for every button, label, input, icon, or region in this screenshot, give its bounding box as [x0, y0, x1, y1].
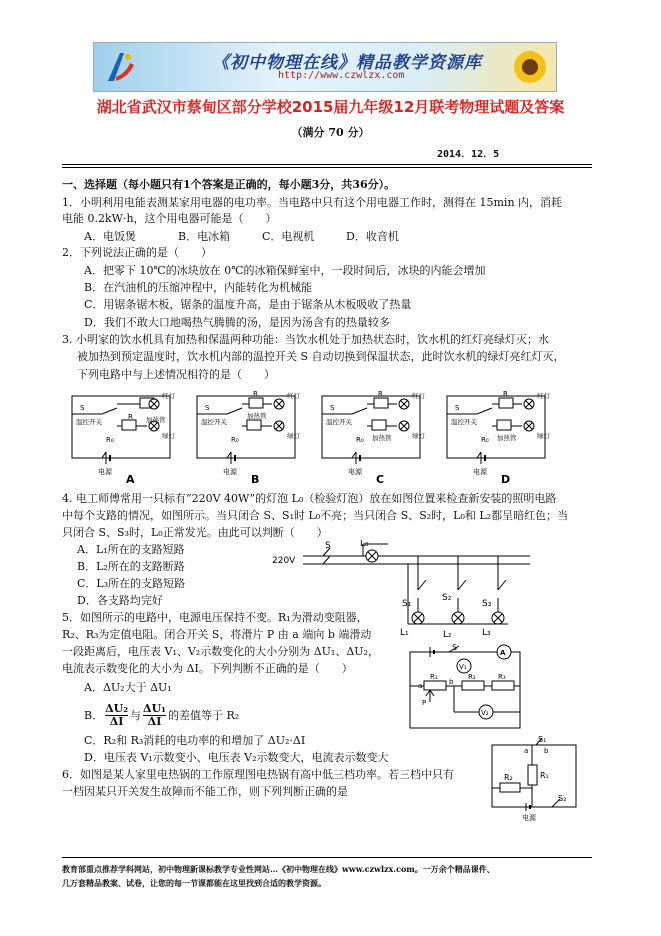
banner-url: http://www.czwlzx.com	[278, 70, 405, 81]
q5-stem-line4: 电流表示数变化的大小为 ΔI。下列判断不正确的是（ ）	[62, 662, 353, 675]
q3-stem-line3: 下列电路中与上述情况相符的是（ ）	[77, 368, 275, 381]
header-rule-bottom	[62, 167, 592, 168]
q6-s2-label: S₂	[558, 794, 567, 803]
q4-l1-label: L₁	[400, 628, 409, 638]
q6-b-label: b	[544, 747, 549, 755]
q1-stem-line2: 电能 0.2kW·h，这个用电器可能是（ ）	[62, 212, 277, 225]
q5-ammeter-label: A	[500, 649, 506, 657]
q6-r1-label: R₁	[540, 771, 549, 780]
q3c-r0-label: R₀	[356, 436, 364, 444]
section-heading: 一、选择题（每小题只有1个答案是正确的，每小题3分，共36分）。	[62, 178, 396, 191]
page-title: 湖北省武汉市蔡甸区部分学校2015届九年级12月联考物理试题及答案	[96, 98, 565, 116]
q3c-switch-label: 温控开关	[326, 418, 352, 426]
q3-circuit-c	[322, 396, 420, 464]
exam-date: 2014．12．5	[437, 149, 500, 160]
q3b-r0-label: R₀	[231, 436, 239, 444]
q5-fraction-1-den: ΔI	[105, 715, 128, 728]
q5-option-a: A．ΔU₂大于 ΔU₁	[84, 681, 172, 694]
q4-l0-label: L₀	[360, 540, 369, 549]
q5-fraction-1	[105, 703, 128, 728]
q1-option-b: B．电冰箱	[178, 230, 231, 243]
q3b-s-label: S	[205, 404, 210, 412]
q5-option-b	[84, 703, 239, 728]
footer-line-2: 几万套精品教案、试卷，让您的每一节课都能在这里找到合适的教学资源。	[62, 878, 326, 888]
q6-a-label: a	[524, 747, 529, 755]
q3a-red-label: 红灯	[162, 392, 175, 400]
q1-option-a: A．电饭煲	[84, 230, 136, 243]
q3-letter-b: B	[251, 473, 260, 486]
q3-letter-a: A	[126, 473, 135, 486]
q3-letter-c: C	[376, 473, 385, 486]
q4-circuit-diagram	[268, 540, 533, 640]
q4-l3-label: L₃	[482, 628, 491, 638]
q6-circuit-diagram	[486, 733, 582, 821]
q3c-r-label: R	[378, 390, 383, 398]
q3c-green-label: 绿灯	[412, 432, 425, 440]
q3d-green-label: 绿灯	[537, 432, 550, 440]
q3-stem-line1: 3. 小明家的饮水机具有加热和保温两种功能：当饮水机处于加热状态时，饮水机的红灯亮绿灯灭；水	[62, 333, 549, 346]
q3d-red-label: 红灯	[537, 392, 550, 400]
q5-option-b-mid: 与	[130, 708, 142, 722]
footer-line-1: 教育部重点推荐学科网站，初中物理新课标教学专业性网站…《初中物理在线》www.czwlzx.com。一万余个精品课件、	[62, 864, 495, 874]
q5-v1-label: V₁	[459, 663, 467, 671]
q3a-switch-label: 温控开关	[76, 418, 102, 426]
q3c-heater-label: 加热管	[372, 434, 392, 442]
q2-stem: 2．下列说法正确的是（ ）	[62, 246, 212, 259]
q4-s3-label: S₃	[482, 599, 492, 609]
q3a-power-label: 电源	[98, 468, 112, 476]
q5-circuit-diagram	[404, 642, 526, 732]
q3-circuit-diagrams	[62, 386, 607, 486]
q2-option-a: A．把零下 10℃的冰块放在 0℃的冰箱保鲜室中，一段时间后，冰块的内能会增加	[84, 264, 486, 277]
q3c-power-label: 电源	[348, 468, 362, 476]
q6-stem-line1: 6．如图是某人家里电热锅的工作原理图电热锅有高中低三档功率。若三档中只有	[62, 768, 454, 781]
q4-option-a: A．L₁所在的支路短路	[77, 543, 185, 556]
q2-option-b: B．在汽油机的压缩冲程中，内能转化为机械能	[84, 281, 313, 294]
q5-stem-line1: 5．如图所示的电路中，电源电压保持不变。R₁为滑动变阻器，	[62, 611, 368, 624]
q3a-s-label: S	[80, 404, 85, 412]
q3d-r-label: R	[503, 390, 508, 398]
q1-stem-line1: 1．小明利用电能表测某家用电器的电功率。当电路中只有这个用电器工作时，测得在 15min 内，消耗	[62, 196, 563, 209]
q3-letter-d: D	[501, 473, 511, 486]
q3b-switch-label: 温控开关	[201, 418, 227, 426]
q4-branch-3	[492, 556, 506, 624]
q5-fraction-2-num: ΔU₁	[143, 702, 166, 715]
q3b-red-label: 红灯	[287, 392, 300, 400]
banner-title: 《初中物理在线》精品教学资源库	[212, 53, 482, 73]
q4-stem-line3: 只闭合 S、S₃时，L₀正常发光。由此可以判断（ ）	[62, 526, 328, 539]
q3d-s-label: S	[455, 404, 460, 412]
q3b-heater-label: 加热管	[247, 412, 267, 420]
q5-option-b-prefix: B．	[84, 708, 104, 722]
q4-branch-2	[452, 556, 466, 624]
q5-stem-line2: R₂、R₃为定值电阻。闭合开关 S，将滑片 P 由 a 端向 b 端滑动	[62, 628, 372, 641]
q3-circuit-a	[72, 396, 170, 464]
q4-s-label: S	[325, 541, 331, 551]
full-score: （满分 70 分）	[291, 126, 370, 139]
q4-option-d: D．各支路均完好	[77, 594, 163, 607]
q5-option-b-suffix: 的差值等于 R₂	[168, 708, 240, 722]
q5-v2-label: V₂	[481, 709, 489, 717]
q4-option-b: B．L₂所在的支路断路	[77, 560, 185, 573]
q2-option-d: D．我们不敢大口地喝热气腾腾的汤，是因为汤含有的热量较多	[84, 316, 390, 329]
q4-s1-label: S₁	[402, 599, 412, 609]
q6-s1-label: S₁	[538, 735, 547, 744]
q6-stem-line2: 一档因某只开关发生故障而不能工作，则下列判断正确的是	[62, 785, 348, 798]
q3d-power-label: 电源	[473, 468, 487, 476]
q5-fraction-2-den: ΔI	[143, 715, 166, 728]
q5-stem-line3: 一段距离后，电压表 V₁、V₂示数变化的大小分别为 ΔU₁、ΔU₂，	[62, 645, 379, 658]
q3d-r0-label: R₀	[481, 436, 489, 444]
q5-fraction-2	[143, 703, 166, 728]
q5-option-d: D．电压表 V₁示数变小、电压表 V₂示数变大，电流表示数变大	[84, 751, 389, 764]
q3-stem-line2: 被加热到预定温度时，饮水机内部的温控开关 S 自动切换到保温状态，此时饮水机的绿灯亮红灯灭，	[77, 350, 565, 363]
q4-branch-1	[412, 556, 426, 624]
q3a-heater-label: 加热管	[146, 416, 166, 424]
q5-slider-label: P	[422, 699, 427, 707]
q5-end-b-label: b	[449, 678, 454, 686]
site-logo-icon	[100, 47, 140, 87]
q3c-s-label: S	[330, 404, 335, 412]
q4-stem-line1: 4. 电工师傅常用一只标有“220V 40W”的灯泡 L₀（检验灯泡）放在如图位置来检查新安装的照明电路	[62, 492, 557, 505]
q3b-r-label: R	[253, 390, 258, 398]
q3b-power-label: 电源	[223, 468, 237, 476]
q3a-green-label: 绿灯	[162, 432, 175, 440]
q3-circuit-b	[197, 396, 295, 464]
q3a-r0-label: R₀	[106, 436, 114, 444]
q3d-heater-label: 加热管	[497, 434, 517, 442]
header-banner	[93, 42, 557, 92]
footer-text	[62, 862, 495, 890]
q4-stem-line2: 中每个支路的情况，如图所示。当只闭合 S、S₁时 L₀不亮；当只闭合 S、S₂时，L₀和 L₂都呈暗红色；当	[62, 509, 569, 522]
q5-r2-label: R₂	[468, 673, 476, 681]
q3a-r-label: R	[128, 413, 133, 421]
sunflower-icon	[510, 47, 550, 87]
footer-rule	[62, 857, 592, 858]
q5-fraction-1-num: ΔU₂	[105, 702, 129, 715]
q1-option-d: D．收音机	[346, 230, 399, 243]
q4-option-c: C．L₃所在的支路短路	[77, 577, 186, 590]
q4-voltage-label: 220V	[272, 556, 296, 566]
q4-l2-label: L₂	[443, 630, 452, 640]
q5-option-c: C．R₂和 R₃消耗的电功率的和增加了 ΔU₂·ΔI	[84, 734, 306, 747]
q5-s-label: S	[452, 643, 458, 652]
q2-option-c: C．用锯条锯木板，锯条的温度升高，是由于锯条从木板吸收了热量	[84, 298, 412, 311]
q6-r2-label: R₂	[504, 773, 513, 782]
q3b-green-label: 绿灯	[287, 432, 300, 440]
q6-power-label: 电源	[522, 814, 536, 821]
q3d-switch-label: 温控开关	[451, 418, 477, 426]
q5-r3-label: R₃	[498, 673, 506, 681]
q3c-red-label: 红灯	[412, 392, 425, 400]
q5-end-a-label: a	[418, 682, 423, 690]
q3-circuit-d	[447, 396, 545, 464]
q1-option-c: C．电视机	[262, 230, 315, 243]
q4-s2-label: S₂	[442, 593, 452, 603]
header-rule-top	[62, 164, 592, 165]
q5-r1-label: R₁	[430, 673, 438, 681]
